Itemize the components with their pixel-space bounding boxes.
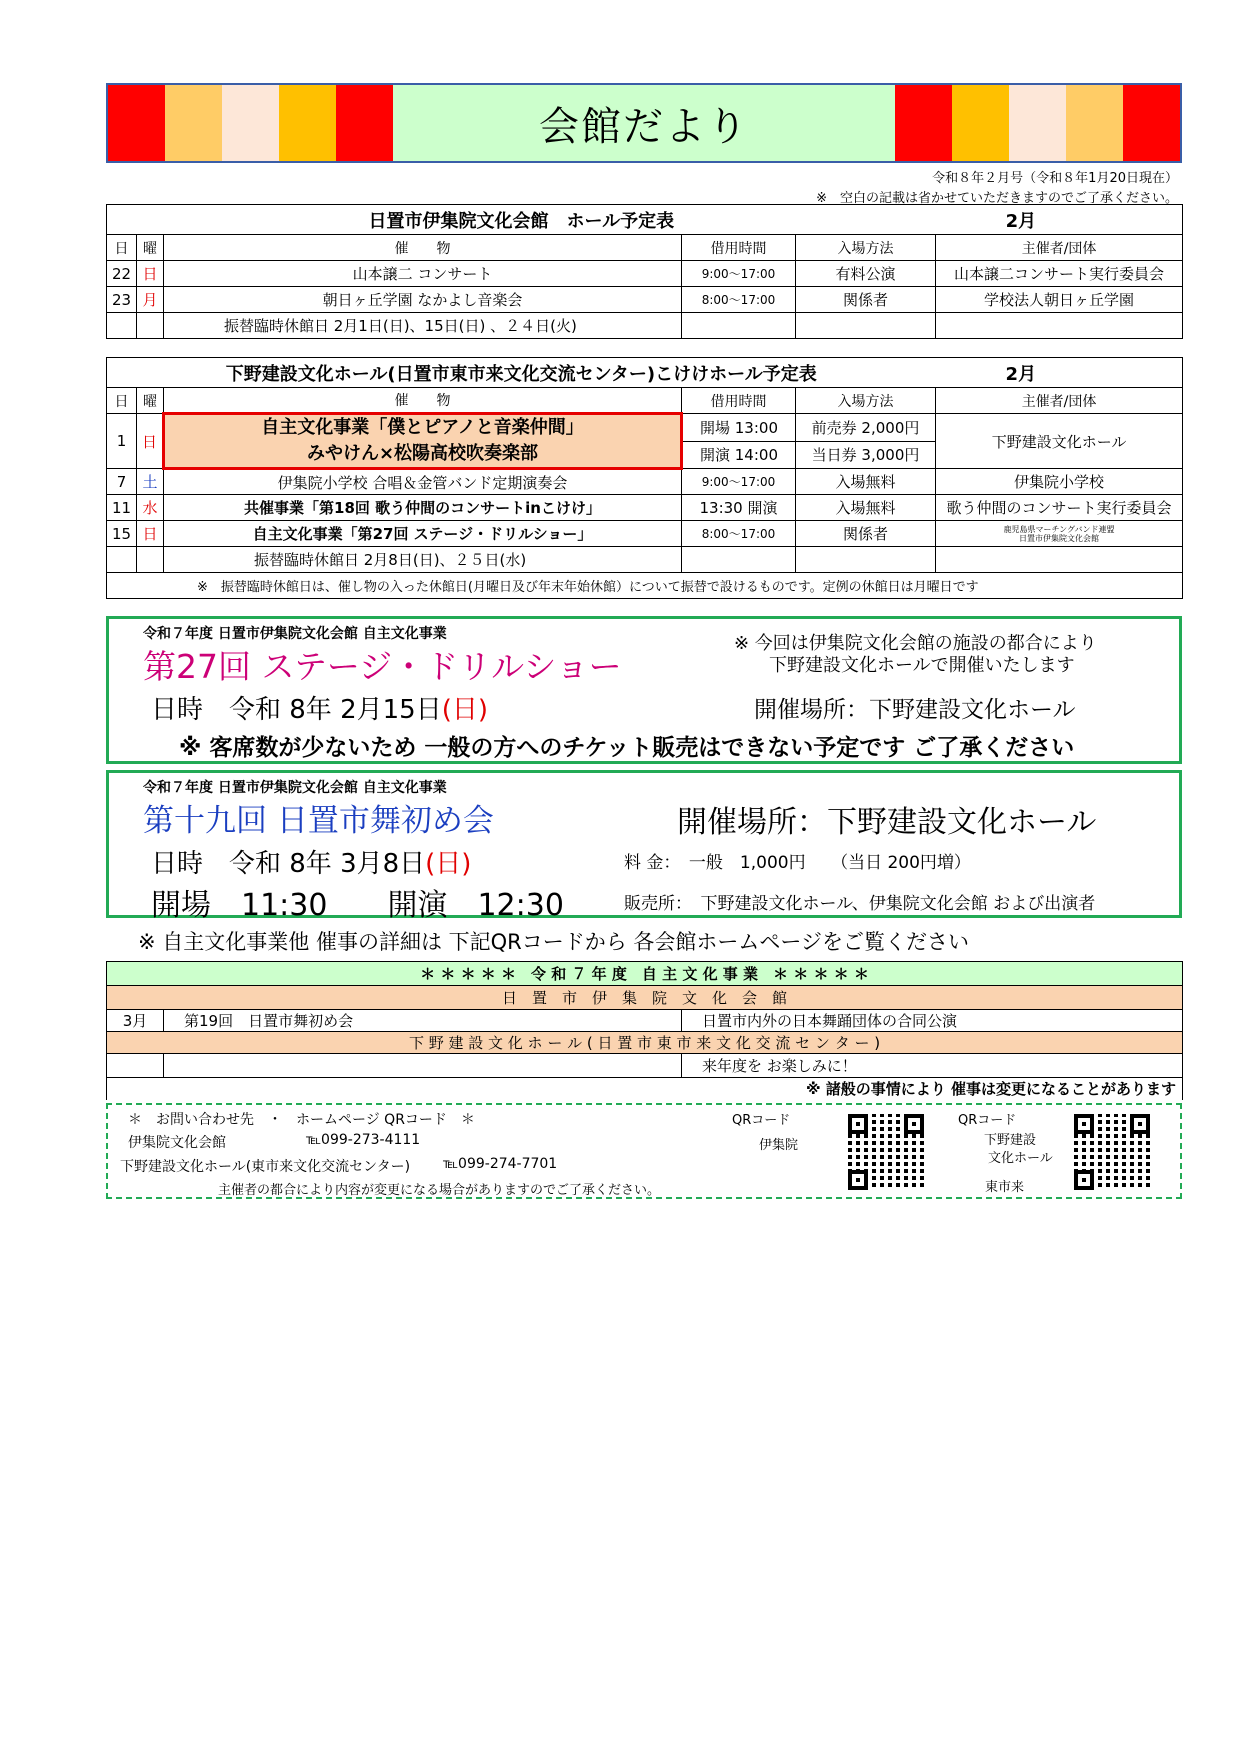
- cell-entry: 入場無料: [796, 469, 936, 495]
- cell-dow: 土: [137, 469, 164, 495]
- table-month: 2月: [936, 205, 1183, 235]
- org-line2: 日置市伊集院文化会館: [1019, 533, 1100, 543]
- page-title: 会館だより: [539, 103, 749, 150]
- annual-ijuin-header: 日 置 市 伊 集 院 文 化 会 館: [107, 986, 1183, 1010]
- table-title: 日置市伊集院文化会館 ホール予定表: [107, 205, 936, 235]
- holiday-footnote: ※ 振替臨時休館日は、催し物の入った休館日(月曜日及び年末年始休館）について振替で設けるものです。定例の休館日は月曜日です: [107, 573, 1183, 599]
- qr2-name1: 下野建設: [984, 1133, 1037, 1148]
- stripe: [1066, 85, 1123, 161]
- qr2-name3: 東市来: [985, 1180, 1025, 1195]
- stripe: [336, 85, 393, 161]
- annual-title: ＊ ＊ ＊ ＊ ＊ 令 和 ７ 年 度 自 主 文 化 事 業 ＊ ＊ ＊ ＊ ＊: [107, 962, 1183, 986]
- drill-warning: ※ 客席数が少ないため 一般の方へのチケット販売はできない予定です ご了承ください: [179, 735, 1075, 761]
- cell-entry: 関係者: [796, 521, 936, 547]
- cell-org: 学校法人朝日ヶ丘学園: [936, 287, 1183, 313]
- annual-table: [106, 961, 1183, 1100]
- holiday-note: 振替臨時休館日 2月8日(日)、２５日(水): [164, 547, 682, 573]
- table-row: [107, 414, 1183, 442]
- drill-note1: ※ 今回は伊集院文化会館の施設の都合により: [734, 633, 1097, 654]
- maizome-venue: 開催場所：下野建設文化ホール: [677, 805, 1097, 840]
- maizome-date-dow: (日): [425, 849, 472, 879]
- cell-day: 22: [107, 261, 137, 287]
- drill-date-dow: (日): [441, 695, 488, 725]
- maizome-box: [106, 770, 1182, 923]
- feature-line2: みやけん×松陽高校吹奏楽部: [306, 443, 539, 464]
- stripe: [222, 85, 279, 161]
- feature-event: [164, 414, 682, 469]
- holiday-note: 振替臨時休館日 2月1日(日)、15日(日) 、２４日(火): [164, 313, 682, 339]
- cell-event: 伊集院小学校 合唱＆金管バンド定期演奏会: [164, 469, 682, 495]
- stripe: [1009, 85, 1066, 161]
- stripe: [279, 85, 336, 161]
- cell-event: 自主文化事業「第27回 ステージ・ドリルショー」: [164, 521, 682, 547]
- col-header: 入場方法: [796, 388, 936, 414]
- org-line1: 鹿児島県マーチングバンド連盟: [1003, 524, 1115, 534]
- cell-time: 開場 13:00: [682, 414, 796, 442]
- col-header: 主催者/団体: [936, 235, 1183, 261]
- cell-day: 1: [107, 414, 137, 469]
- cell-time: 8:00～17:00: [682, 287, 796, 313]
- cell-org: 山本譲二コンサート実行委員会: [936, 261, 1183, 287]
- cell-org: 歌う仲間のコンサート実行委員会: [936, 495, 1183, 521]
- maizome-fee: 料 金： 一般 1,000円 （当日 200円増）: [624, 853, 971, 873]
- cell-org: 伊集院小学校: [936, 469, 1183, 495]
- cell-time: 9:00～17:00: [682, 261, 796, 287]
- stripe: [895, 85, 952, 161]
- cell-time: 9:00～17:00: [682, 469, 796, 495]
- banner: [106, 83, 1182, 163]
- col-header: 主催者/団体: [936, 388, 1183, 414]
- col-header: 借用時間: [682, 388, 796, 414]
- shimono-schedule-table: [106, 357, 1183, 599]
- contact-box: [106, 1103, 1182, 1199]
- ijuin-schedule-table: [106, 204, 1183, 339]
- contact-shimono-name: 下野建設文化ホール(東市来文化交流センター): [120, 1159, 411, 1175]
- cell-dow: 日: [137, 521, 164, 547]
- contact-header: ＊ お問い合わせ先 ・ ホームページ QRコード ＊: [128, 1112, 475, 1128]
- table-title: 下野建設文化ホール(日置市東市来文化交流センター)こけけホール予定表: [107, 358, 936, 388]
- table-row: [107, 1010, 1183, 1032]
- drill-show-box: [106, 616, 1182, 764]
- stripe: [952, 85, 1009, 161]
- maizome-sales: 販売所： 下野建設文化ホール、伊集院文化会館 および出演者: [624, 894, 1096, 914]
- qr2-label: QRコード: [958, 1113, 1017, 1128]
- contact-disclaimer: 主催者の都合により内容が変更になる場合がありますのでご了承ください。: [218, 1183, 661, 1198]
- cell-entry: 当日券 3,000円: [796, 441, 936, 469]
- col-header: 催 物: [164, 388, 682, 414]
- drill-note2: 下野建設文化ホールで開催いたします: [769, 655, 1075, 676]
- cell-time: 開演 14:00: [682, 441, 796, 469]
- cell-day: 15: [107, 521, 137, 547]
- cell-desc: 来年度を お楽しみに！: [682, 1054, 1183, 1078]
- cell-dow: 月: [137, 287, 164, 313]
- table-row: [107, 313, 1183, 339]
- table-row: [107, 521, 1183, 547]
- col-header: 曜: [137, 388, 164, 414]
- maizome-date: [151, 843, 471, 880]
- cell-dow: 日: [137, 261, 164, 287]
- drill-date: [151, 689, 488, 726]
- table-row: [107, 495, 1183, 521]
- blank-note: ※ 空白の記載は省かせていただきますのでご了承ください。: [816, 191, 1178, 206]
- col-header: 催 物: [164, 235, 682, 261]
- cell-event: 山本譲二 コンサート: [164, 261, 682, 287]
- stripe: [165, 85, 222, 161]
- cell-event: 第19回 日置市舞初め会: [164, 1010, 682, 1032]
- shimono-qr-code[interactable]: [1074, 1114, 1150, 1190]
- table-row: [107, 287, 1183, 313]
- maizome-open: 開場 11:30 開演 12:30: [151, 888, 564, 923]
- qr2-name2: 文化ホール: [988, 1151, 1053, 1166]
- drill-venue: 開催場所：下野建設文化ホール: [754, 697, 1076, 723]
- drill-date-text: 日時 令和 8年 2月15日: [151, 695, 442, 725]
- maizome-title: 第十九回 日置市舞初め会: [143, 803, 494, 839]
- ijuin-qr-code[interactable]: [848, 1114, 924, 1190]
- qr1-name: 伊集院: [759, 1138, 799, 1153]
- stripe: [1123, 85, 1180, 161]
- cell-event: 朝日ヶ丘学園 なかよし音楽会: [164, 287, 682, 313]
- col-header: 入場方法: [796, 235, 936, 261]
- table-row: [107, 1054, 1183, 1078]
- cell-day: 23: [107, 287, 137, 313]
- cell-desc: 日置市内外の日本舞踊団体の合同公演: [682, 1010, 1183, 1032]
- change-note: ※ 諸般の事情により 催事は変更になることがあります: [107, 1078, 1183, 1100]
- feature-line1: 自主文化事業「僕とピアノと音楽仲間」: [261, 417, 584, 438]
- table-row: [107, 547, 1183, 573]
- cell-time: 8:00～17:00: [682, 521, 796, 547]
- table-row: [107, 261, 1183, 287]
- issue-date: 令和８年２月号（令和８年1月20日現在）: [932, 171, 1178, 186]
- cell-dow: 日: [137, 414, 164, 469]
- cell-time: 13:30 開演: [682, 495, 796, 521]
- cell-event: 共催事業「第18回 歌う仲間のコンサートinこけけ」: [164, 495, 682, 521]
- table-row: [107, 469, 1183, 495]
- cell-day: 7: [107, 469, 137, 495]
- maizome-date-text: 日時 令和 8年 3月8日: [151, 849, 426, 879]
- qr-note: ※ 自主文化事業他 催事の詳細は 下記QRコードから 各会館ホームページをご覧ください: [138, 930, 969, 954]
- contact-ijuin-name: 伊集院文化会館: [128, 1135, 226, 1151]
- cell-org: [936, 521, 1183, 547]
- cell-entry: 前売券 2,000円: [796, 414, 936, 442]
- qr1-label: QRコード: [732, 1113, 791, 1128]
- contact-shimono-tel: ℡099-274-7701: [443, 1156, 558, 1172]
- cell-entry: 入場無料: [796, 495, 936, 521]
- col-header: 曜: [137, 235, 164, 261]
- table-month: 2月: [936, 358, 1183, 388]
- cell-month: 3月: [107, 1010, 164, 1032]
- cell-entry: 有料公演: [796, 261, 936, 287]
- drill-title: 第27回 ステージ・ドリルショー: [143, 647, 622, 686]
- annual-shimono-header: 下 野 建 設 文 化 ホ ー ル ( 日 置 市 東 市 来 文 化 交 流 セ ン タ ー ): [107, 1032, 1183, 1054]
- col-header: 借用時間: [682, 235, 796, 261]
- cell-org: 下野建設文化ホール: [936, 414, 1183, 469]
- col-header: 日: [107, 388, 137, 414]
- maizome-sub: 令和７年度 日置市伊集院文化会館 自主文化事業: [143, 780, 447, 796]
- contact-ijuin-tel: ℡099-273-4111: [306, 1132, 421, 1148]
- cell-entry: 関係者: [796, 287, 936, 313]
- drill-sub: 令和７年度 日置市伊集院文化会館 自主文化事業: [143, 626, 447, 642]
- stripe: [108, 85, 165, 161]
- cell-day: 11: [107, 495, 137, 521]
- cell-dow: 水: [137, 495, 164, 521]
- col-header: 日: [107, 235, 137, 261]
